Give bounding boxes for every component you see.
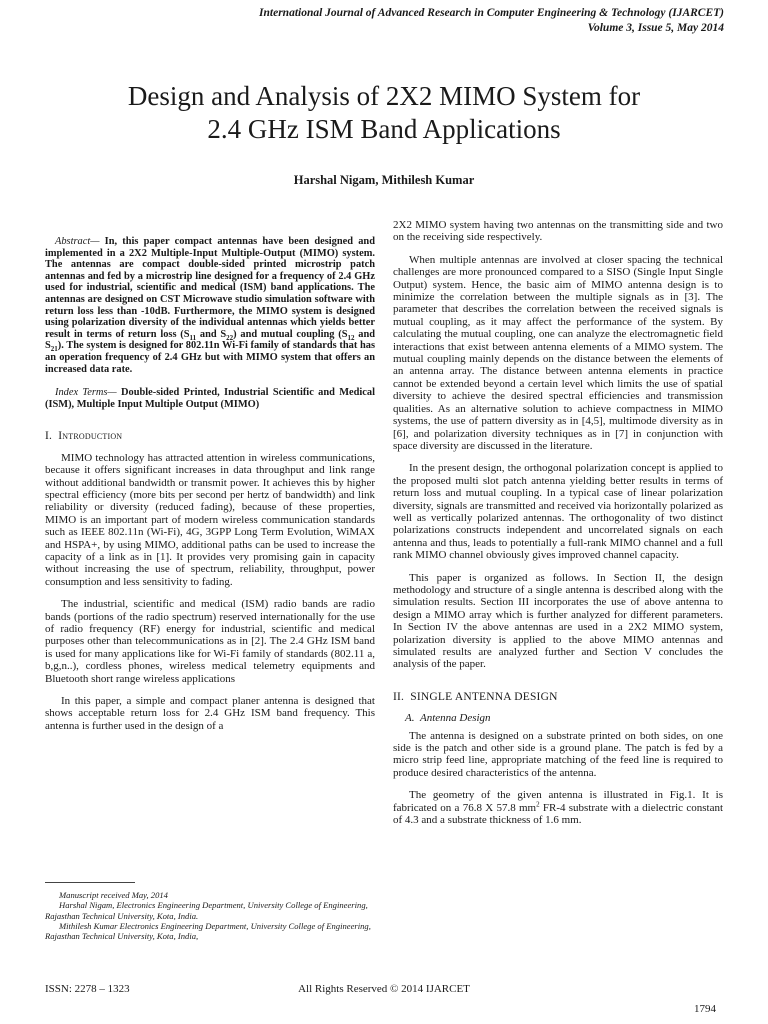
abstract-text-2: and S [196, 328, 227, 340]
footer-issn: ISSN: 2278 – 1323 [45, 983, 130, 995]
subsection-heading-antenna-design [405, 712, 723, 724]
abstract-sub-s21: 21 [50, 345, 58, 354]
paper-title-line-2: 2.4 GHz ISM Band Applications [207, 114, 561, 144]
paper-title [34, 80, 734, 146]
footnote-author-1: Harshal Nigam, Electronics Engineering Department, University College of Engineering, Rajasthan Technical University, Kota, India. [45, 900, 368, 921]
right-paragraph-4: This paper is organized as follows. In Section II, the design methodology and structure of a single antenna is described along with the simulation results. Section III incorporates the use of above antenna to design a MIMO array which is further analyzed for different parameters. In Section IV the above antennas are used in a 2X2 MIMO system, polarization diversity is applied to the above MIMO antennas and simulated results are analyzed further and Section V concludes the analysis of the paper. [393, 571, 723, 671]
section-2-numeral: II. [393, 690, 405, 703]
intro-paragraph-1: MIMO technology has attracted attention in wireless communications, because it offers significant increases in data throughput and link range without additional bandwidth or transmit power. It achieves this by higher spectral efficiency (more bits per second per hertz of bandwidth) and link reliability or diversity (reduced fading), because of these properties, MIMO is an important part of modern wireless communication standards such as IEEE 802.11n (Wi-Fi), 4G, 3GPP Long Term Evolution, WiMAX and HSPA+, by using MIMO, additional paths can be used to increase the capacity of a link as in [1]. It provides very promising gain in capacity without increasing the use of spectrum, reliability, throughput, power consumption and less sensitivity to fading. [45, 451, 375, 588]
section-heading-single-antenna-design [393, 691, 723, 703]
footnote-manuscript-received: Manuscript received May, 2014 [59, 890, 168, 900]
right-paragraph-1: 2X2 MIMO system having two antennas on the transmitting side and two on the receiving side respectively. [393, 219, 723, 244]
journal-header [64, 6, 724, 36]
index-terms-text: Double-sided Printed, Industrial Scientific and Medical (ISM), Multiple Input Multiple Output (MIMO) [45, 387, 375, 410]
area-unit-superscript: 2 [536, 800, 540, 808]
left-column [45, 236, 375, 732]
page-number: 1794 [694, 1003, 716, 1015]
antenna-design-paragraph-2 [393, 789, 723, 826]
abstract-text-3: ) and mutual coupling (S [233, 328, 348, 340]
abstract-sub-s11: 11 [189, 333, 197, 342]
intro-paragraph-3: In this paper, a simple and compact planer antenna is designed that shows acceptable return loss for 2.4 GHz ISM band frequency. This antenna is further used in the design of a [45, 695, 375, 732]
abstract-sub-s22: 22 [226, 333, 234, 342]
footnotes [45, 890, 375, 941]
footnote-author-2: Mithilesh Kumar Electronics Engineering Department, University College of Engineering, Rajasthan Technical University, Kota, India, [45, 920, 371, 942]
abstract-text-5: ). The system is designed for 802.11n Wi-Fi family of standards that has an operation frequency of 2.4 GHz but with MIMO system that offers an increased data rate. [45, 340, 375, 375]
footnote-rule [45, 882, 135, 883]
subsection-a-label: A. [405, 712, 415, 725]
section-heading-introduction [45, 430, 375, 442]
abstract-text-4: and S [45, 328, 376, 352]
section-1-numeral: I. [45, 430, 53, 443]
right-column [393, 219, 723, 826]
right-paragraph-2: When multiple antennas are involved at closer spacing the technical challenges are more pronounced compared to a SISO (Single Input Single Output) system. Hence, the basic aim of MIMO antenna design is to minimize the correlation between the multiple signals as in [3]. The parameter that describes the correlation between the received signals is mutual coupling, as it may affect the performance of the system. By calculating the mutual coupling, one can analyze the electromagnetic field interactions that exist between antenna elements of a MIMO system. The mutual coupling mainly depends on the distance between the elements of an antenna array. The distance between antenna elements in practice cannot be extended beyond a certain level which limits the use of spatial diversity to achieve the desired spectral efficiencies and transmission qualities. As an alternative solution to achieve compactness in MIMO systems, the use of pattern diversity as in [4,5], multimode diversity as in [6], and polarization diversity techniques as in [7] in conjunction with space diversity are discussed in the literature. [393, 253, 723, 452]
index-terms-label: Index Terms— [55, 387, 117, 399]
section-1-title: Introduction [58, 430, 123, 443]
authors: Harshal Nigam, Mithilesh Kumar [293, 173, 475, 187]
antenna-design-paragraph-2-text-b: FR-4 substrate with a dielectric constant of 4.3 and a substrate thickness of 1.6 mm. [393, 801, 724, 827]
subsection-a-title: Antenna Design [419, 712, 491, 725]
intro-paragraph-2: The industrial, scientific and medical (ISM) radio bands are radio bands (portions of the radio spectrum) reserved internationally for the use of radio frequency (RF) energy for industrial, scientific and medical purposes other than telecommunications as in [2]. The 2.4 GHz ISM band is used for many applications like for Wi-Fi family of standards (802.11 a, b,g,n..), cordless phones, wireless medical telemetry equipments and Bluetooth short range wireless applications [45, 598, 375, 685]
abstract [45, 236, 375, 375]
paper-title-line-1: Design and Analysis of 2X2 MIMO System for [127, 81, 641, 111]
antenna-design-paragraph-1: The antenna is designed on a substrate printed on both sides, on one side is the patch and other side is a ground plane. The patch is fed by a micro strip feed line, appropriate matching of the feed line is required to produce desired characteristics of the antenna. [393, 729, 723, 779]
journal-name: International Journal of Advanced Research in Computer Engineering & Technology (IJARCET) [259, 7, 724, 19]
abstract-sub-s12: 12 [347, 333, 355, 342]
abstract-label: Abstract— [55, 236, 100, 247]
right-paragraph-3: In the present design, the orthogonal polarization concept is applied to the proposed multi slot patch antenna yielding better results in terms of return loss and mutual coupling. In a typical case of linear polarization diversity, signals are transmitted and received via horizontally polarized as well as vertically polarized antennas. The orthogonality of two distinct polarizations constructs independent and uncorrelated signals on each antenna and thus, leads to potentially a full-rank MIMO channel and a full rank MIMO channel obviously gives improved channel capacity. [393, 462, 723, 562]
footer-copyright: All Rights Reserved © 2014 IJARCET [298, 983, 470, 995]
abstract-text-1: In, this paper compact antennas have been designed and implemented in a 2X2 Multiple-Input Multiple-Output (MIMO) system. The antennas are compact double-sided printed microstrip patch antennas and fed by a microstrip line designed for a frequency of 2.4 GHz used for industrial, scientific and medical (ISM) band applications. The antennas are designed on CST Microwave studio simulation software with return loss less than -10dB. Furthermore, the MIMO system is designed using polarization diversity of the individual antennas which yields better result in terms of return loss (S [45, 236, 375, 340]
index-terms [45, 387, 375, 410]
journal-volume: Volume 3, Issue 5, May 2014 [587, 22, 724, 34]
antenna-design-paragraph-2-text-a: The geometry of the given antenna is illustrated in Fig.1. It is fabricated on a 76.8 X 57.8 mm [393, 789, 723, 814]
section-2-title: SINGLE ANTENNA DESIGN [410, 690, 558, 703]
